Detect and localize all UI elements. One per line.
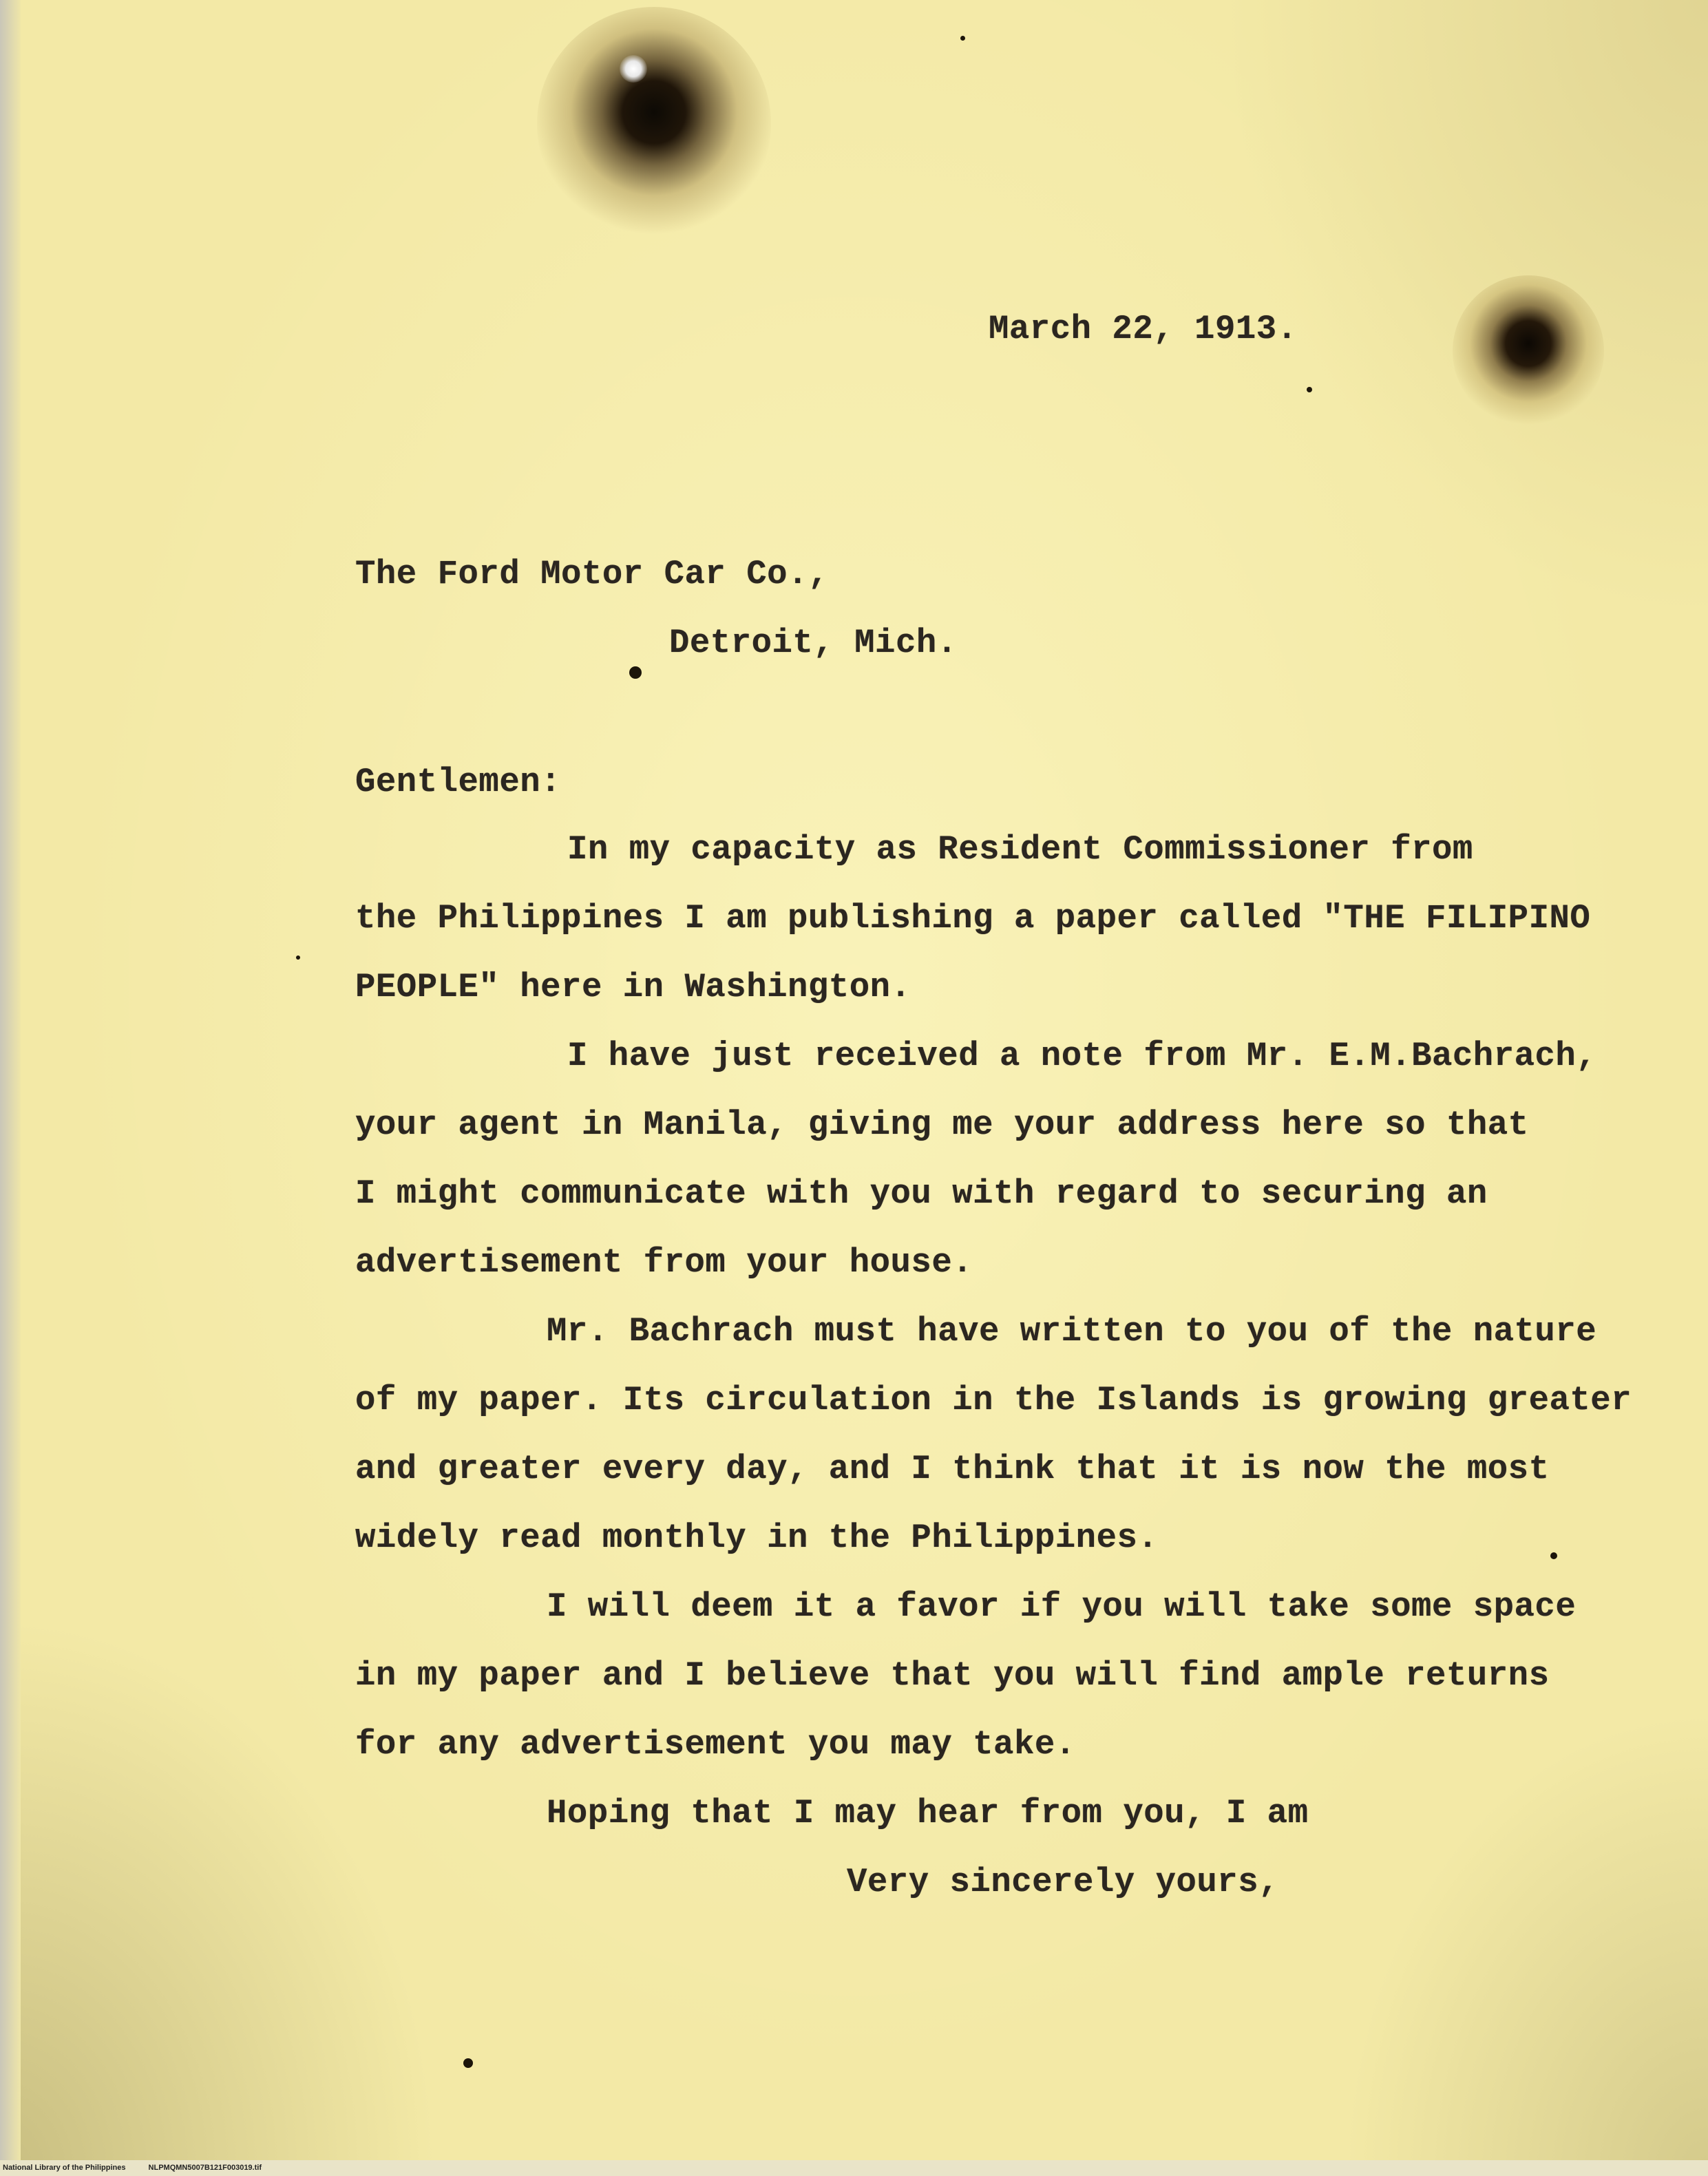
ink-speck	[296, 955, 300, 960]
body-line: I will deem it a favor if you will take some space	[547, 1587, 1577, 1626]
salutation: Gentlemen:	[355, 763, 562, 801]
file-name-label: NLPMQMN5007B121F003019.tif	[148, 2164, 262, 2172]
body-line: of my paper. Its circulation in the Islands is growing greater	[355, 1381, 1632, 1419]
ink-speck	[463, 2058, 473, 2068]
body-line: Hoping that I may hear from you, I am	[547, 1794, 1309, 1832]
institution-label: National Library of the Philippines	[3, 2164, 126, 2172]
body-line: the Philippines I am publishing a paper called "THE FILIPINO	[355, 899, 1591, 938]
burn-stain-right	[1453, 275, 1604, 427]
closing: Very sincerely yours,	[847, 1863, 1280, 1901]
burn-hole-highlight	[620, 55, 647, 83]
body-line: advertisement from your house.	[355, 1243, 973, 1282]
ink-speck	[1550, 1552, 1557, 1559]
recipient-name: The Ford Motor Car Co.,	[355, 555, 829, 593]
body-line: PEOPLE" here in Washington.	[355, 968, 911, 1006]
body-line: and greater every day, and I think that it is now the most	[355, 1450, 1550, 1488]
ink-speck	[629, 666, 642, 679]
body-line: widely read monthly in the Philippines.	[355, 1519, 1159, 1557]
ink-speck	[960, 36, 965, 41]
scan-left-edge	[0, 0, 21, 2168]
ink-speck	[1307, 387, 1312, 392]
letter-date: March 22, 1913.	[989, 310, 1298, 348]
body-line: I have just received a note from Mr. E.M.Bachrach,	[567, 1037, 1597, 1075]
body-line: I might communicate with you with regard to securing an	[355, 1174, 1488, 1213]
body-line: in my paper and I believe that you will find ample returns	[355, 1656, 1550, 1695]
body-line: Mr. Bachrach must have written to you of the nature	[547, 1312, 1597, 1351]
body-line: your agent in Manila, giving me your address here so that	[355, 1106, 1529, 1144]
burn-stain-top	[537, 7, 771, 241]
recipient-city: Detroit, Mich.	[669, 624, 958, 662]
body-line: for any advertisement you may take.	[355, 1725, 1076, 1764]
body-line: In my capacity as Resident Commissioner from	[567, 830, 1473, 869]
scan-caption	[3, 2164, 282, 2172]
